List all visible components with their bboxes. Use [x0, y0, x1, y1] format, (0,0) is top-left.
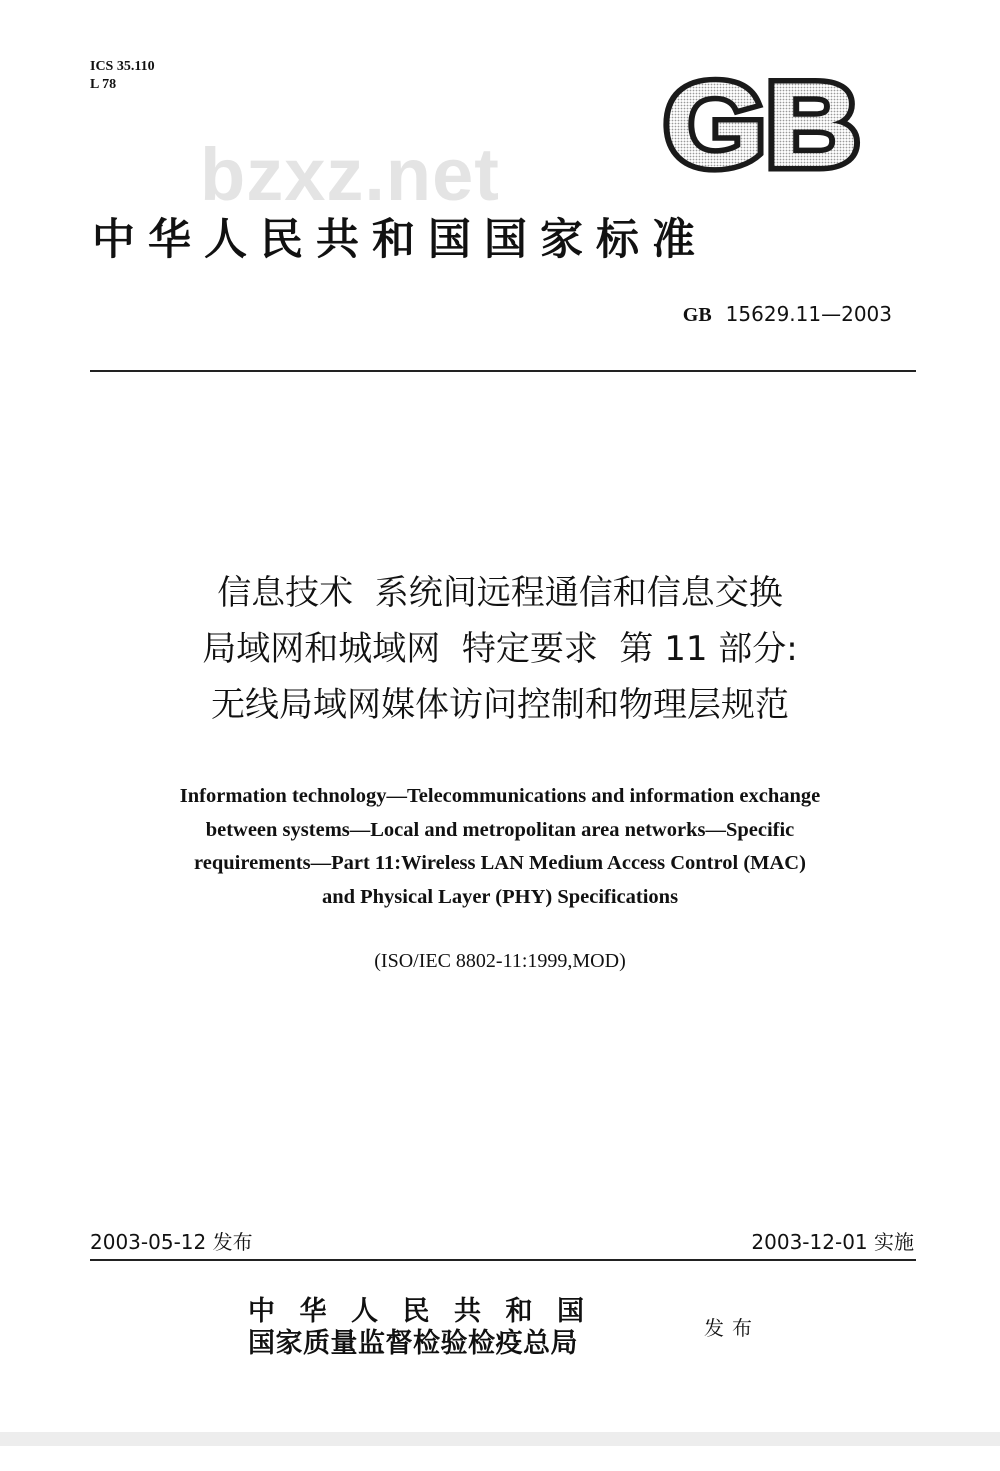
standard-title: 中华人民共和国国家标准 [92, 215, 708, 265]
english-title-line: and Physical Layer (PHY) Specifications [321, 885, 679, 908]
adoption-reference: (ISO/IEC 8802-11:1999,MOD) [374, 950, 626, 972]
page-bottom-strip [0, 1432, 1000, 1446]
standard-prefix: GB [682, 304, 712, 326]
classification-codes [90, 58, 155, 94]
issuer [248, 1296, 609, 1360]
english-title-line: between systems—Local and metropolitan area networks—Specific [205, 818, 795, 841]
english-title-line: Information technology—Telecommunications and information exchange [179, 785, 821, 807]
standard-code: 15629.11—2003 [725, 302, 892, 326]
issuer-line: 中华人民共和国 [248, 1296, 609, 1327]
chinese-title-line: 局域网和城域网 特定要求 第 11 部分: [202, 629, 798, 669]
publish-label: 发布 [704, 1316, 760, 1340]
ccs-code: L 78 [90, 77, 117, 92]
english-title-line: requirements—Part 11:Wireless LAN Medium Access Control (MAC) [194, 852, 806, 874]
chinese-title-line: 无线局域网媒体访问控制和物理层规范 [211, 685, 789, 725]
ics-code: ICS 35.110 [90, 59, 155, 74]
effective-date: 2003-12-01 实施 [751, 1230, 914, 1254]
top-divider [90, 370, 916, 372]
bottom-divider [90, 1259, 916, 1261]
chinese-title-line: 信息技术 系统间远程通信和信息交换 [217, 573, 783, 613]
issue-date: 2003-05-12 发布 [90, 1230, 253, 1254]
standard-number [683, 302, 892, 327]
watermark: bzxz.net [200, 133, 500, 216]
gb-logo-icon [662, 74, 862, 174]
gb-logo-text: GB [664, 74, 860, 174]
english-title [0, 780, 1000, 914]
issuer-line: 国家质量监督检验检疫总局 [248, 1328, 578, 1359]
chinese-title [0, 565, 1000, 733]
